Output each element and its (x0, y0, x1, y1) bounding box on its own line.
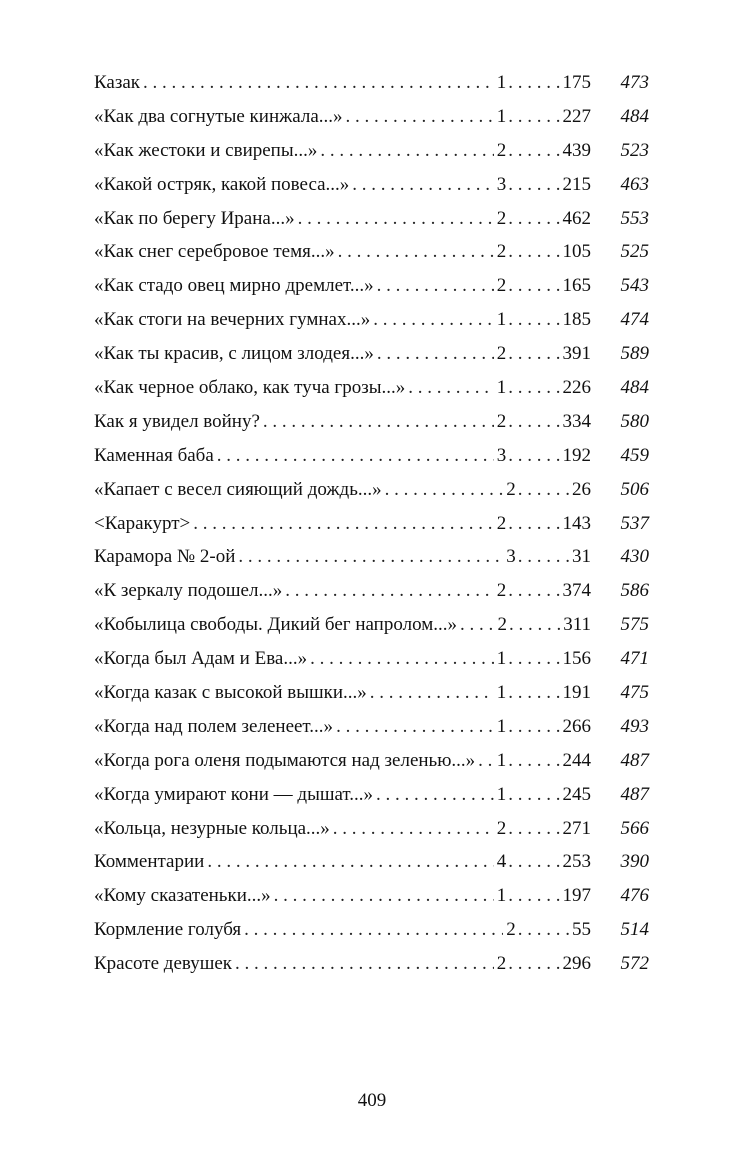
dot-leader (244, 913, 503, 947)
dot-leader-short: . . . . . . (508, 207, 561, 229)
entry-comment-page: 553 (620, 207, 649, 229)
dot-leader (338, 235, 494, 269)
index-entry-line (94, 676, 591, 710)
entry-comment-page: 586 (620, 580, 649, 602)
entry-comment-page: 514 (620, 919, 649, 941)
entry-volume: 3 (496, 444, 507, 466)
dot-leader-short: . . . . . . (508, 343, 561, 365)
entry-page: 192 (562, 444, 591, 466)
entry-title: «Капает с весел сияющий дождь...» (94, 478, 382, 500)
entry-page: 245 (562, 783, 591, 805)
entry-title: «Когда над полем зеленеет...» (94, 715, 334, 737)
entry-title: «Как жестоки и свирепы...» (94, 139, 318, 161)
dot-leader-short: . . . . . . (508, 953, 561, 975)
entry-page: 26 (572, 478, 591, 500)
entry-volume: 2 (496, 343, 507, 365)
index-entry (94, 845, 654, 879)
entry-comment-page: 476 (620, 885, 649, 907)
index-entry-line (94, 947, 591, 981)
dot-leader (320, 134, 493, 168)
dot-leader (376, 778, 494, 812)
entry-volume: 1 (496, 648, 507, 670)
dot-leader (193, 507, 494, 541)
dot-leader-short: . . . . . . (508, 885, 561, 907)
entry-comment-page: 487 (620, 783, 649, 805)
dot-leader (370, 676, 494, 710)
entry-page: 191 (562, 682, 591, 704)
index-entry-line (94, 778, 591, 812)
entry-title: «Как стадо овец мирно дремлет...» (94, 275, 374, 297)
dot-leader-short: . . . . . . (508, 817, 561, 839)
entry-title: «Когда рога оленя подымаются над зеленью...» (94, 749, 476, 771)
index-entry-line (94, 744, 591, 778)
index-entry (94, 947, 654, 981)
entry-title: «Как стоги на вечерних гумнах...» (94, 309, 371, 331)
entry-page: 105 (562, 241, 591, 263)
entry-title: Красоте девушек (94, 953, 232, 975)
entry-page: 31 (572, 546, 591, 568)
index-entry-line (94, 473, 591, 507)
dot-leader (235, 947, 494, 981)
entry-volume: 2 (496, 139, 507, 161)
dot-leader (207, 845, 493, 879)
entry-title: «Когда казак с высокой вышки...» (94, 682, 367, 704)
dot-leader-short: . . . . . . (517, 478, 570, 500)
index-entry (94, 608, 654, 642)
entry-comment-page: 580 (620, 410, 649, 432)
dot-leader (217, 439, 494, 473)
entry-page: 175 (562, 72, 591, 93)
index-entry-line (94, 405, 591, 439)
index-entry-line (94, 608, 591, 642)
entry-page: 215 (562, 173, 591, 195)
entry-title: «Кобылица свободы. Дикий бег напролом...» (94, 614, 457, 636)
entry-comment-page: 473 (620, 72, 649, 93)
entry-volume: 2 (496, 512, 507, 534)
entry-page: 374 (562, 580, 591, 602)
dot-leader-short: . . . . . . (508, 139, 561, 161)
entry-volume: 1 (496, 749, 507, 771)
index-entry-line (94, 235, 591, 269)
dot-leader-short: . . . . . . (508, 377, 561, 399)
entry-comment-page: 572 (620, 953, 649, 975)
index-entry-line (94, 439, 591, 473)
entry-comment-page: 523 (620, 139, 649, 161)
index-entry-line (94, 202, 591, 236)
entry-title: «К зеркалу подошел...» (94, 580, 283, 602)
entry-page: 244 (562, 749, 591, 771)
entry-title: Казак (94, 72, 141, 93)
entry-page: 296 (562, 953, 591, 975)
entry-title: «Какой остряк, какой повеса...» (94, 173, 350, 195)
dot-leader-short: . . . . . . (508, 173, 561, 195)
dot-leader (373, 303, 494, 337)
index-entry (94, 134, 654, 168)
index-entry (94, 100, 654, 134)
dot-leader-short: . . . . . . (508, 749, 561, 771)
index-entry (94, 371, 654, 405)
index-entry (94, 337, 654, 371)
dot-leader-short: . . . . . . (508, 512, 561, 534)
dot-leader (143, 66, 494, 100)
entry-volume: 2 (506, 478, 516, 500)
dot-leader-short: . . . . . . (508, 580, 561, 602)
entry-title: «Как по берегу Ирана...» (94, 207, 295, 229)
dot-leader (310, 642, 494, 676)
dot-leader-short: . . . . . . (508, 614, 562, 636)
index-entry (94, 439, 654, 473)
entry-page: 334 (562, 410, 591, 432)
index-entry-line (94, 845, 591, 879)
dot-leader-short: . . . . . . (508, 682, 561, 704)
dot-leader-short: . . . . . . (517, 546, 570, 568)
index-entry (94, 778, 654, 812)
dot-leader (298, 202, 494, 236)
dot-leader (238, 540, 503, 574)
entry-title: «Как черное облако, как туча грозы...» (94, 377, 406, 399)
entry-page: 165 (562, 275, 591, 297)
entry-title: Кормление голубя (94, 919, 242, 941)
dot-leader (377, 337, 494, 371)
entry-volume: 1 (496, 783, 507, 805)
dot-leader (274, 879, 494, 913)
entry-volume: 2 (496, 817, 507, 839)
index-entry (94, 879, 654, 913)
dot-leader (336, 710, 494, 744)
entry-title: Комментарии (94, 851, 205, 873)
entry-title: «Когда умирают кони — дышат...» (94, 783, 374, 805)
index-entry-line (94, 269, 591, 303)
index-entry-line (94, 710, 591, 744)
entry-title: «Кому сказатеньки...» (94, 885, 271, 907)
entry-comment-page: 525 (620, 241, 649, 263)
index-list (94, 66, 654, 981)
entry-volume: 2 (496, 241, 507, 263)
dot-leader (263, 405, 494, 439)
entry-title: Каменная баба (94, 444, 214, 466)
index-entry-line (94, 371, 591, 405)
dot-leader-short: . . . . . . (508, 715, 561, 737)
dot-leader (385, 473, 504, 507)
entry-comment-page: 430 (620, 546, 649, 568)
index-entry-line (94, 134, 591, 168)
index-entry-line (94, 168, 591, 202)
entry-comment-page: 575 (620, 614, 649, 636)
entry-volume: 2 (496, 410, 507, 432)
dot-leader-short: . . . . . . (508, 648, 561, 670)
entry-comment-page: 474 (620, 309, 649, 331)
entry-page: 143 (562, 512, 591, 534)
entry-volume: 3 (496, 173, 507, 195)
entry-comment-page: 459 (620, 444, 649, 466)
entry-comment-page: 589 (620, 343, 649, 365)
dot-leader-short: . . . . . . (508, 309, 561, 331)
entry-volume: 2 (497, 614, 507, 636)
dot-leader (478, 744, 494, 778)
dot-leader-short: . . . . . . (508, 72, 561, 93)
entry-comment-page: 471 (620, 648, 649, 670)
index-entry (94, 710, 654, 744)
entry-volume: 2 (496, 275, 507, 297)
index-entry (94, 303, 654, 337)
entry-volume: 2 (506, 919, 516, 941)
entry-volume: 2 (496, 207, 507, 229)
entry-volume: 1 (496, 105, 507, 127)
entry-page: 227 (562, 105, 591, 127)
entry-volume: 1 (496, 309, 507, 331)
dot-leader-short: . . . . . . (508, 241, 561, 263)
entry-title: «Как два согнутые кинжала...» (94, 105, 343, 127)
index-entry (94, 168, 654, 202)
entry-title: «Как ты красив, с лицом злодея...» (94, 343, 374, 365)
entry-comment-page: 566 (620, 817, 649, 839)
index-entry (94, 744, 654, 778)
entry-volume: 1 (496, 377, 507, 399)
entry-page: 271 (562, 817, 591, 839)
entry-comment-page: 506 (620, 478, 649, 500)
entry-volume: 1 (496, 72, 507, 93)
index-entry (94, 202, 654, 236)
dot-leader-short: . . . . . . (517, 919, 570, 941)
entry-volume: 2 (496, 953, 507, 975)
entry-page: 439 (562, 139, 591, 161)
dot-leader-short: . . . . . . (508, 851, 561, 873)
entry-page: 253 (562, 851, 591, 873)
index-entry-line (94, 574, 591, 608)
index-entry-line (94, 100, 591, 134)
entry-comment-page: 463 (620, 173, 649, 195)
entry-page: 311 (563, 614, 591, 636)
index-entry (94, 235, 654, 269)
dot-leader-short: . . . . . . (508, 275, 561, 297)
entry-volume: 2 (496, 580, 507, 602)
entry-page: 462 (562, 207, 591, 229)
entry-comment-page: 537 (620, 512, 649, 534)
entry-comment-page: 475 (620, 682, 649, 704)
entry-page: 391 (562, 343, 591, 365)
page-number: 409 (357, 1090, 387, 1111)
dot-leader-short: . . . . . . (508, 444, 561, 466)
dot-leader (333, 812, 494, 846)
dot-leader (377, 269, 494, 303)
entry-title: «Как снег серебровое темя...» (94, 241, 335, 263)
entry-comment-page: 493 (620, 715, 649, 737)
dot-leader (285, 574, 494, 608)
entry-page: 266 (562, 715, 591, 737)
dot-leader (352, 168, 493, 202)
index-entry (94, 473, 654, 507)
entry-comment-page: 484 (620, 105, 649, 127)
entry-title: Как я увидел войну? (94, 410, 260, 432)
index-entry (94, 913, 654, 947)
entry-page: 185 (562, 309, 591, 331)
entry-comment-page: 543 (620, 275, 649, 297)
dot-leader (346, 100, 494, 134)
index-entry-line (94, 642, 591, 676)
entry-title: Карамора № 2-ой (94, 546, 236, 568)
dot-leader-short: . . . . . . (508, 783, 561, 805)
dot-leader-short: . . . . . . (508, 105, 561, 127)
entry-title: «Когда был Адам и Ева...» (94, 648, 308, 670)
index-entry-line (94, 337, 591, 371)
index-entry-line (94, 913, 591, 947)
index-entry (94, 642, 654, 676)
entry-volume: 1 (496, 715, 507, 737)
entry-comment-page: 484 (620, 377, 649, 399)
index-entry (94, 540, 654, 574)
entry-volume: 4 (496, 851, 507, 873)
dot-leader-short: . . . . . . (508, 410, 561, 432)
dot-leader (460, 608, 494, 642)
entry-comment-page: 390 (620, 851, 649, 873)
index-entry (94, 66, 654, 100)
index-entry-line (94, 303, 591, 337)
entry-volume: 3 (506, 546, 516, 568)
index-entry (94, 405, 654, 439)
entry-title: «Кольца, незурные кольца...» (94, 817, 330, 839)
entry-volume: 1 (496, 682, 507, 704)
index-entry-line (94, 879, 591, 913)
index-entry-line (94, 540, 591, 574)
index-entry (94, 269, 654, 303)
index-entry (94, 574, 654, 608)
dot-leader (408, 371, 494, 405)
entry-title: <Каракурт> (94, 512, 191, 534)
index-entry (94, 676, 654, 710)
index-entry-line (94, 507, 591, 541)
index-entry (94, 507, 654, 541)
entry-page: 226 (562, 377, 591, 399)
index-entry-line (94, 66, 591, 100)
entry-volume: 1 (496, 885, 507, 907)
entry-page: 55 (572, 919, 591, 941)
index-entry (94, 812, 654, 846)
entry-page: 156 (562, 648, 591, 670)
entry-page: 197 (562, 885, 591, 907)
index-entry-line (94, 812, 591, 846)
entry-comment-page: 487 (620, 749, 649, 771)
